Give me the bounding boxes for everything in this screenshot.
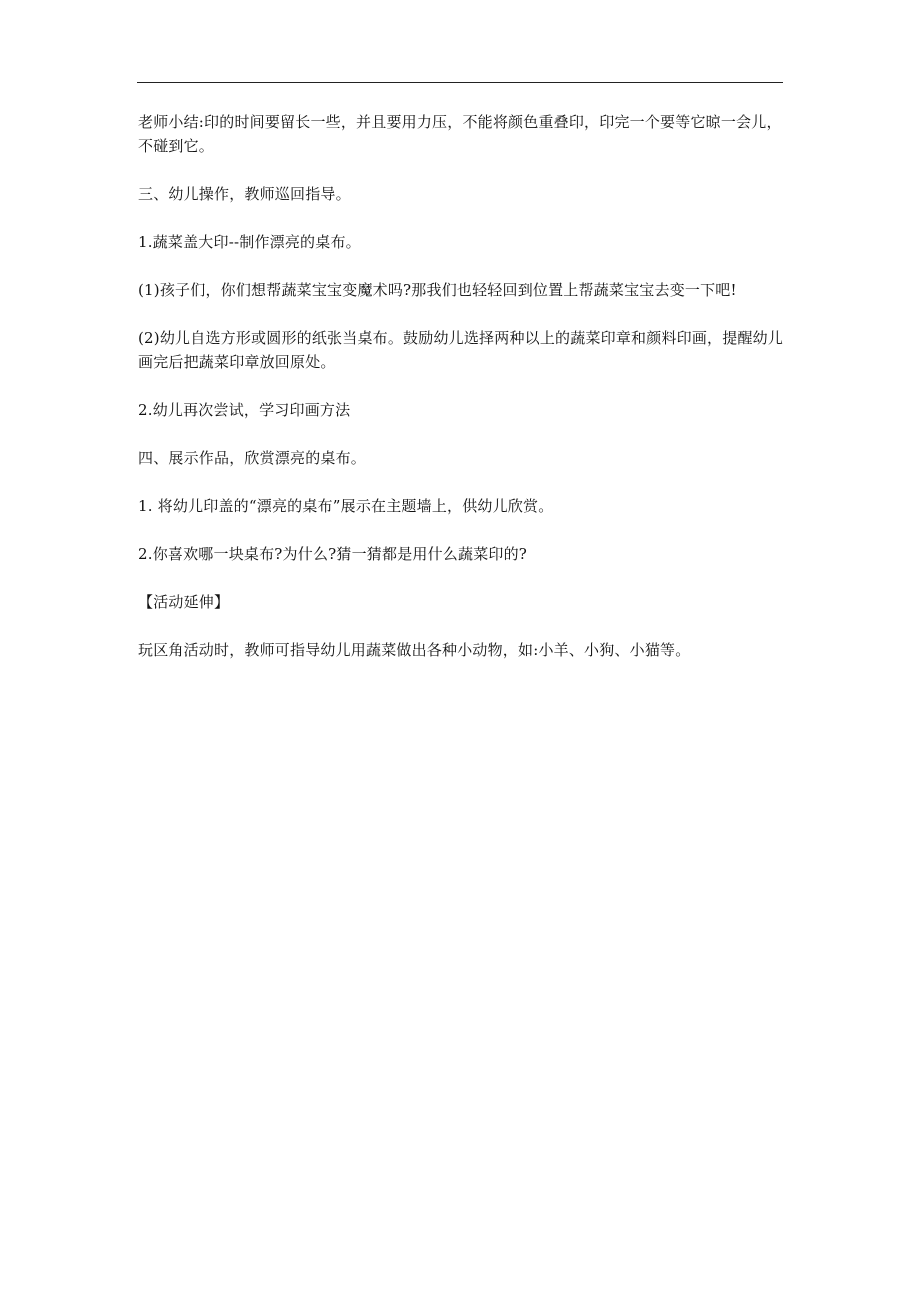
paragraph-step-1-1: (1)孩子们，你们想帮蔬菜宝宝变魔术吗?那我们也轻轻回到位置上帮蔬菜宝宝去变一下吧! [138,281,737,299]
paragraph-display-2: 2.你喜欢哪一块桌布?为什么?猜一猜都是用什么蔬菜印的? [138,545,528,563]
paragraph-section-four: 四、展示作品，欣赏漂亮的桌布。 [138,449,367,467]
paragraph-step-1-2: (2)幼儿自选方形或圆形的纸张当桌布。鼓励幼儿选择两种以上的蔬菜印章和颜料印画，提醒幼儿画完后把蔬菜印章放回原处。 [138,329,784,371]
paragraph-extension-heading: 【活动延伸】 [138,593,230,611]
paragraph-display-1: 1. 将幼儿印盖的“漂亮的桌布”展示在主题墙上，供幼儿欣赏。 [138,497,554,515]
paragraph-step-1: 1.蔬菜盖大印--制作漂亮的桌布。 [138,233,361,251]
document-body [138,110,784,662]
header-rule [137,82,783,83]
paragraph-section-three: 三、幼儿操作，教师巡回指导。 [138,185,351,203]
paragraph-step-2: 2.幼儿再次尝试，学习印画方法 [138,401,351,419]
paragraph-extension-text: 玩区角活动时，教师可指导幼儿用蔬菜做出各种小动物，如:小羊、小狗、小猫等。 [138,641,691,659]
paragraph-summary: 老师小结:印的时间要留长一些，并且要用力压，不能将颜色重叠印，印完一个要等它晾一会儿，不碰到它。 [138,113,782,155]
